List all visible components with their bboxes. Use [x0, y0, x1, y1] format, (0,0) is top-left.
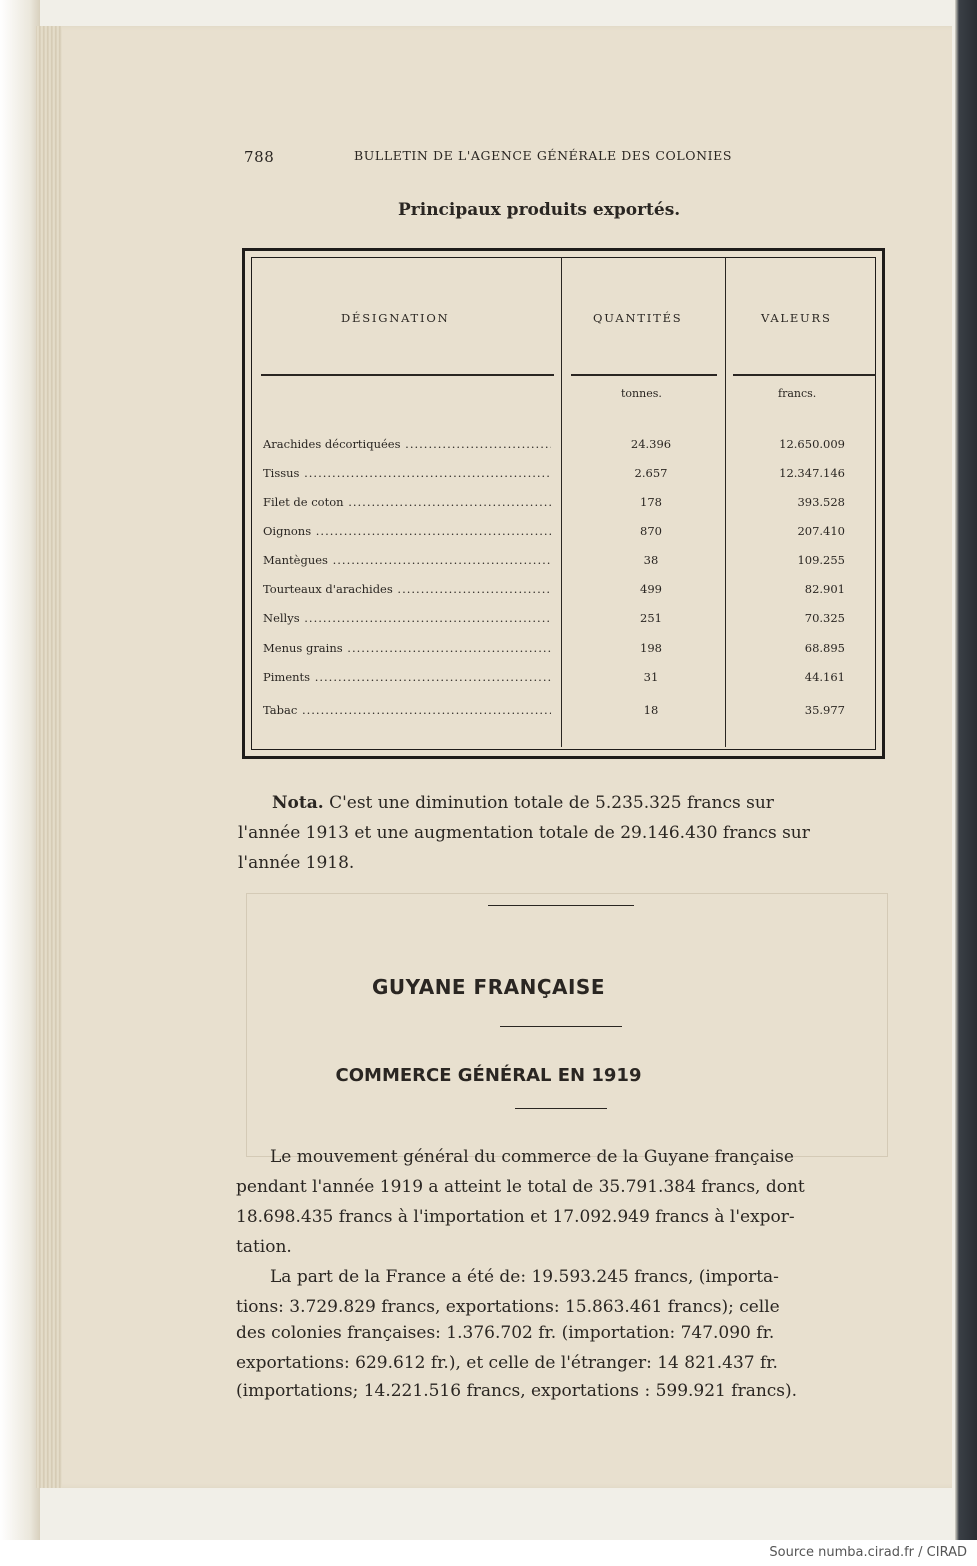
body-line: pendant l'année 1919 a atteint le total de 35.791.384 francs, dont: [236, 1177, 805, 1197]
body-line: tions: 3.729.829 francs, exportations: 15.863.461 francs); celle: [236, 1297, 780, 1317]
table-row: [245, 524, 882, 544]
product-name: Piments .....: [263, 670, 551, 684]
table-row: [245, 641, 882, 661]
scanner-edge: [955, 0, 977, 1540]
product-name: Oignons .....: [263, 524, 551, 538]
product-value: 68.895: [804, 641, 845, 655]
header-rule: [733, 374, 876, 376]
nota-line: l'année 1913 et une augmentation totale de 29.146.430 francs sur: [238, 823, 810, 843]
product-value: 70.325: [804, 611, 845, 625]
source-credit: Source numba.cirad.fr / CIRAD: [769, 1545, 967, 1560]
page-number: 788: [244, 148, 275, 166]
product-quantity: 38: [643, 553, 659, 567]
body-line: La part de la France a été de: 19.593.245 francs, (importa-: [270, 1267, 779, 1287]
product-value: 82.901: [804, 582, 845, 596]
product-quantity: 499: [640, 582, 662, 596]
body-line: 18.698.435 francs à l'importation et 17.092.949 francs à l'expor-: [236, 1207, 795, 1227]
body-line: des colonies françaises: 1.376.702 fr. (importation: 747.090 fr.: [236, 1323, 775, 1343]
table-row: [245, 466, 882, 486]
product-name: Tissus .....: [263, 466, 551, 480]
quantity-unit: tonnes.: [621, 387, 662, 400]
exports-table: [242, 248, 885, 759]
product-quantity: 18: [643, 703, 659, 717]
body-line: tation.: [236, 1237, 292, 1257]
section-title: Principaux produits exportés.: [398, 200, 681, 220]
table-row: [245, 553, 882, 573]
product-name: Menus grains .....: [263, 641, 551, 655]
product-name: Tourteaux d'arachides .....: [263, 582, 551, 596]
table-row: [245, 437, 882, 457]
product-quantity: 178: [640, 495, 662, 509]
column-header-valeurs: VALEURS: [761, 311, 832, 325]
product-quantity: 198: [640, 641, 662, 655]
product-value: 393.528: [797, 495, 845, 509]
nota-text: C'est une diminution totale de 5.235.325 francs sur: [329, 793, 774, 813]
header-rule: [571, 374, 717, 376]
page-edges: [36, 26, 62, 1488]
product-name: Tabac .....: [263, 703, 551, 717]
product-quantity: 251: [640, 611, 662, 625]
product-value: 35.977: [804, 703, 845, 717]
decorative-rule: [515, 1108, 607, 1109]
body-line: exportations: 629.612 fr.), et celle de l'étranger: 14 821.437 fr.: [236, 1353, 778, 1373]
scanner-margin: [0, 0, 40, 1540]
nota-line: [272, 788, 774, 819]
table-row: [245, 611, 882, 631]
product-value: 207.410: [797, 524, 845, 538]
product-quantity: 24.396: [630, 437, 672, 451]
product-quantity: 2.657: [634, 466, 668, 480]
product-value: 44.161: [804, 670, 845, 684]
nota-line: l'année 1918.: [238, 853, 355, 873]
table-row: [245, 582, 882, 602]
product-quantity: 31: [643, 670, 659, 684]
nota-label: Nota.: [272, 793, 324, 813]
product-value: 109.255: [797, 553, 845, 567]
table-row: [245, 703, 882, 723]
header-rule: [261, 374, 554, 376]
table-row: [245, 495, 882, 515]
value-unit: francs.: [778, 387, 817, 400]
body-line: (importations; 14.221.516 francs, exportations : 599.921 francs).: [236, 1381, 798, 1401]
column-header-quantites: QUANTITÉS: [593, 311, 683, 325]
body-line: Le mouvement général du commerce de la Guyane française: [270, 1147, 794, 1167]
product-value: 12.347.146: [779, 466, 845, 480]
bleed-through-frame: [246, 893, 888, 1157]
running-title: BULLETIN DE L'AGENCE GÉNÉRALE DES COLONIES: [354, 148, 733, 163]
product-name: Nellys .....: [263, 611, 551, 625]
table-row: [245, 670, 882, 690]
column-header-designation: DÉSIGNATION: [341, 311, 450, 325]
decorative-rule: [488, 905, 634, 906]
product-name: Mantègues .....: [263, 553, 551, 567]
product-name: Arachides décortiquées .....: [263, 437, 551, 451]
commerce-subheading: COMMERCE GÉNÉRAL EN 1919: [335, 1065, 642, 1086]
product-value: 12.650.009: [779, 437, 845, 451]
product-name: Filet de coton .....: [263, 495, 551, 509]
guyane-heading: GUYANE FRANÇAISE: [371, 975, 605, 999]
product-quantity: 870: [640, 524, 662, 538]
decorative-rule: [500, 1026, 622, 1027]
